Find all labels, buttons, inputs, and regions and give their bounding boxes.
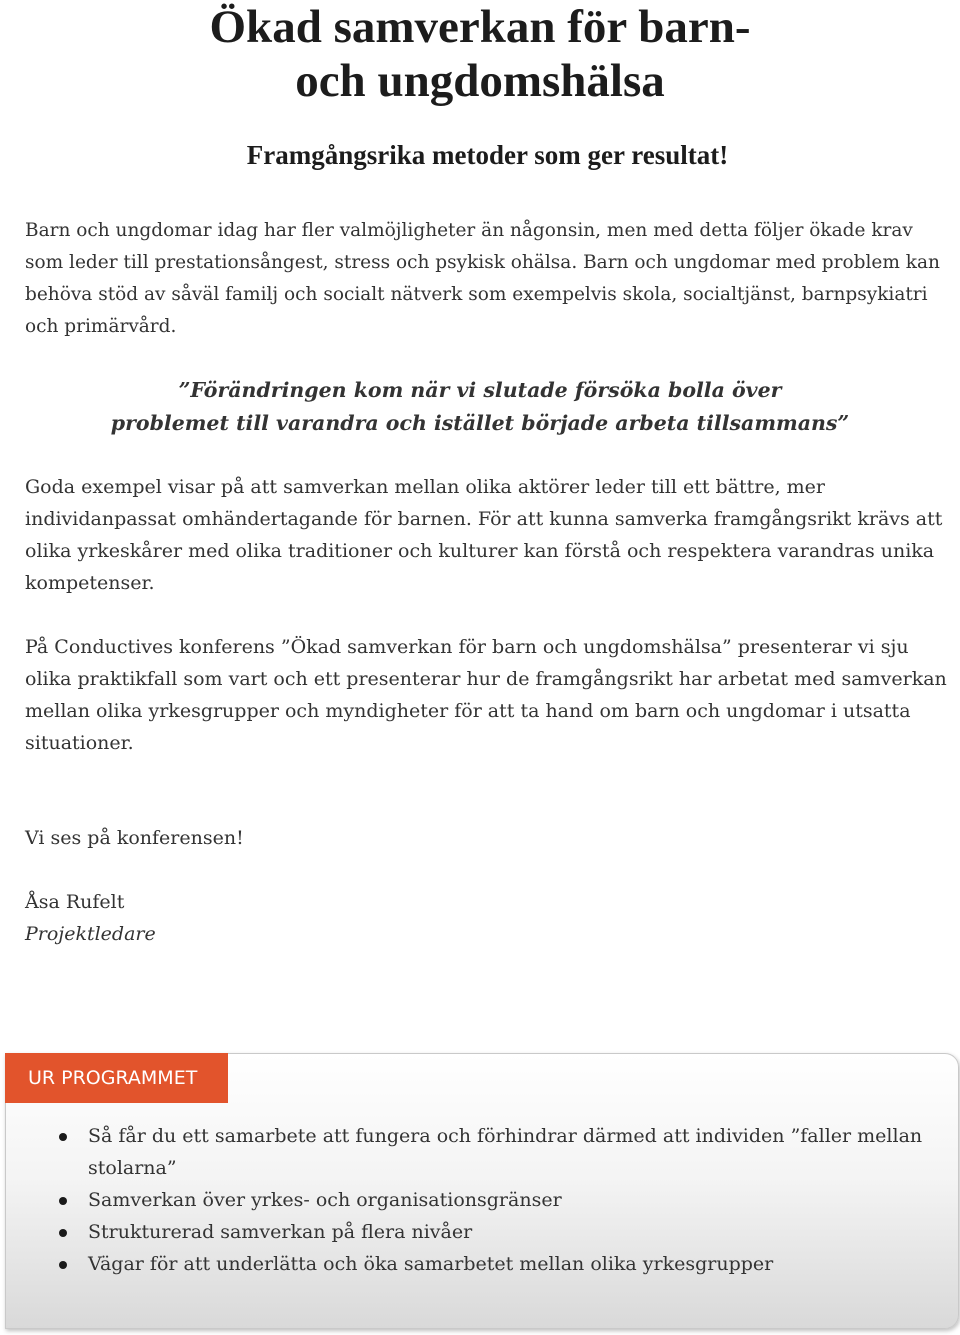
title-line-2: och ungdomshälsa [295, 55, 665, 107]
page-title [0, 0, 960, 108]
bullet-icon [59, 1133, 67, 1141]
title-line-1: Ökad samverkan för barn- [209, 1, 751, 53]
list-item-text: Vägar för att underlätta och öka samarbetet mellan olika yrkesgrupper [88, 1253, 774, 1275]
bullet-icon [59, 1261, 67, 1269]
list-item [59, 1120, 939, 1184]
program-tab-label: UR PROGRAMMET [5, 1053, 228, 1103]
intro-paragraph: Barn och ungdomar idag har fler valmöjligheter än någonsin, men med detta följer ökade krav som leder till prestationsångest, stress och psykisk ohälsa. Barn och ungdomar med problem kan behöva stöd av såväl familj och socialt nätverk som exempelvis skola, socialtjänst, barnpsykiatri och primärvård. [25, 220, 940, 337]
closing-line: Vi ses på konferensen! [25, 827, 244, 849]
list-item-text: Så får du ett samarbete att fungera och förhindrar därmed att individen ”faller mellan stolarna” [88, 1125, 923, 1179]
body-paragraph-2: Goda exempel visar på att samverkan mellan olika aktörer leder till ett bättre, mer individanpassat omhändertagande för barnen. För att kunna samverka framgångsrikt krävs att olika yrkeskårer med olika traditioner och kulturer kan förstå och respektera varandras unika kompetenser. [25, 476, 943, 594]
body-paragraph-3: På Conductives konferens ”Ökad samverkan för barn och ungdomshälsa” presenterar vi sju olika praktikfall som vart och ett presenterar hur de framgångsrikt har arbetat med samverkan mellan olika yrkesgrupper och myndigheter för att ta hand om barn och ungdomar i utsatta situationer. [25, 636, 947, 754]
quote-line-1: ”Förändringen kom när vi slutade försöka bolla över [178, 378, 782, 402]
bullet-icon [59, 1229, 67, 1237]
signature-role: Projektledare [25, 923, 156, 945]
list-item [59, 1248, 939, 1280]
list-item-text: Samverkan över yrkes- och organisationsgränser [88, 1189, 562, 1211]
list-item [59, 1216, 939, 1248]
bullet-icon [59, 1197, 67, 1205]
pull-quote [0, 374, 960, 440]
signature-name: Åsa Rufelt [25, 891, 125, 913]
list-item-text: Strukturerad samverkan på flera nivåer [88, 1221, 473, 1243]
list-item [59, 1184, 939, 1216]
subtitle: Framgångsrika metoder som ger resultat! [246, 140, 729, 170]
program-list [59, 1120, 939, 1280]
quote-line-2: problemet till varandra och istället började arbeta tillsammans” [110, 411, 850, 435]
